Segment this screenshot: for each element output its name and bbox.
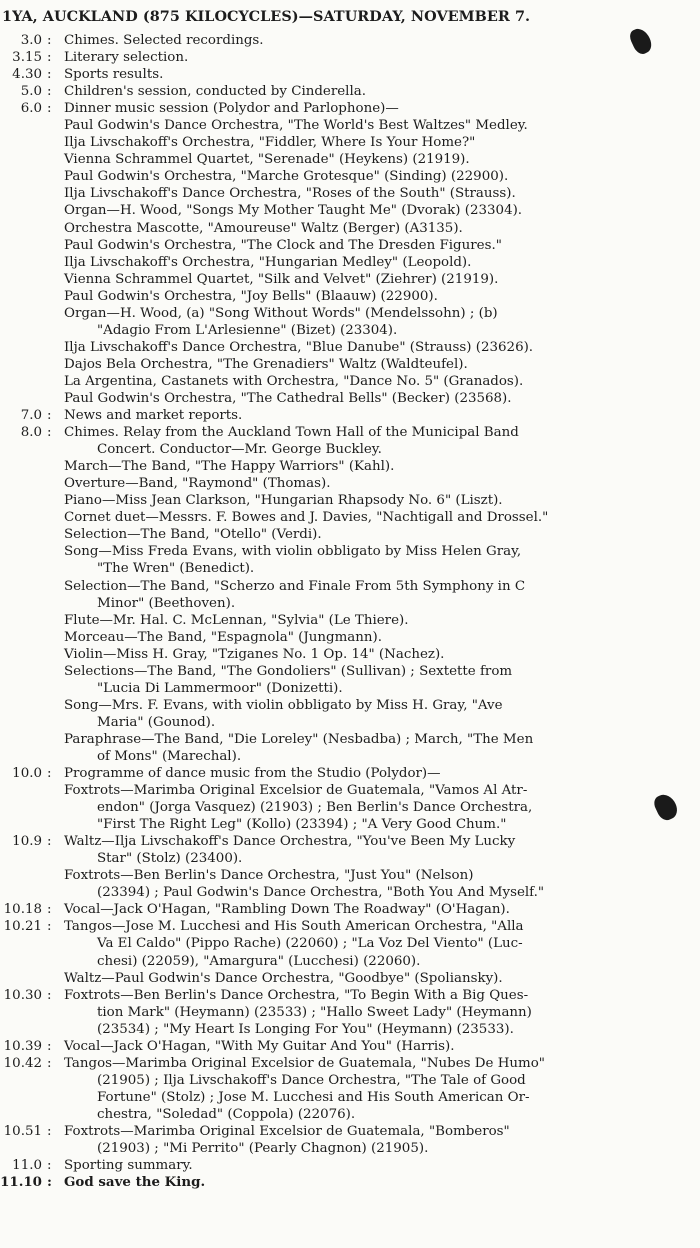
programme-entry: [0, 1157, 700, 1174]
programme-description: [64, 901, 674, 918]
programme-time: 7.0: [20, 408, 42, 424]
time-separator: :: [47, 84, 52, 100]
programme-line: (21905) ; Ilja Livschakoff's Dance Orchestra, "The Tale of Good: [97, 1072, 526, 1088]
programme-description: [64, 1123, 674, 1157]
time-separator: :: [47, 33, 52, 48]
programme-line: Vienna Schrammel Quartet, "Serenade" (Heykens) (21919).: [64, 152, 470, 168]
programme-description: [64, 83, 674, 100]
time-separator: :: [47, 425, 52, 441]
programme-line: of Mons" (Marechal).: [97, 748, 242, 764]
programme-time: 11.0: [12, 1158, 42, 1174]
programme-time: 10.51: [3, 1124, 42, 1139]
programme-header: 1YA, AUCKLAND (875 KILOCYCLES)—SATURDAY, NOVEMBER 7.: [2, 8, 531, 25]
programme-line: (23534) ; "My Heart Is Longing For You" (Heymann) (23533).: [97, 1021, 514, 1037]
time-separator: :: [47, 1124, 52, 1139]
programme-line: Dinner music session (Polydor and Parlophone)—: [64, 101, 399, 117]
programme-description: [64, 1055, 674, 1123]
programme-line: Children's session, conducted by Cinderella.: [64, 84, 366, 100]
programme-line: Vocal—Jack O'Hagan, "With My Guitar And You" (Harris).: [64, 1038, 455, 1054]
programme-line: "The Wren" (Benedict).: [97, 561, 255, 577]
programme-line: Sporting summary.: [64, 1158, 193, 1174]
programme-line: Orchestra Mascotte, "Amoureuse" Waltz (Berger) (A3135).: [64, 220, 463, 236]
programme-line: Foxtrots—Ben Berlin's Dance Orchestra, "To Begin With a Big Ques-: [64, 987, 529, 1003]
programme-line: News and market reports.: [64, 408, 243, 424]
programme-line: Paul Godwin's Orchestra, "Marche Grotesque" (Sinding) (22900).: [64, 169, 509, 185]
programme-time: 10.21: [3, 919, 42, 935]
programme-time: 3.0: [20, 33, 42, 48]
programme-entry: [0, 765, 700, 833]
time-separator: :: [47, 766, 52, 782]
programme-line: Selection—The Band, "Otello" (Verdi).: [64, 527, 322, 543]
programme-entry: [0, 987, 700, 1038]
programme-line: Selection—The Band, "Scherzo and Finale From 5th Symphony in C: [64, 578, 526, 594]
programme-time: 3.15: [12, 50, 42, 66]
programme-line: Fortune" (Stolz) ; Jose M. Lucchesi and His South American Or-: [97, 1089, 530, 1105]
programme-line: Overture—Band, "Raymond" (Thomas).: [64, 476, 331, 492]
programme-time: 10.18: [3, 902, 42, 918]
programme-line: La Argentina, Castanets with Orchestra, "Dance No. 5" (Granados).: [64, 373, 524, 389]
programme-line: Sports results.: [64, 67, 164, 83]
programme-entry: [0, 1038, 700, 1055]
programme-entry: [0, 424, 700, 765]
programme-line: Flute—Mr. Hal. C. McLennan, "Sylvia" (Le Thiere).: [64, 612, 409, 628]
programme-time: 10.42: [3, 1055, 42, 1071]
programme-line: Vocal—Jack O'Hagan, "Rambling Down The Roadway" (O'Hagan).: [64, 902, 510, 918]
programme-line: Paul Godwin's Orchestra, "The Clock and The Dresden Figures.": [64, 237, 502, 253]
programme-time: 10.0: [12, 766, 42, 782]
programme-line: Va El Caldo" (Pippo Rache) (22060) ; "La Voz Del Viento" (Luc-: [97, 936, 523, 952]
programme-entry: [0, 1123, 700, 1157]
programme-line: Minor" (Beethoven).: [97, 595, 236, 611]
programme-line: Violin—Miss H. Gray, "Tziganes No. 1 Op. 14" (Nachez).: [64, 646, 445, 662]
programme-line: Star" (Stolz) (23400).: [97, 851, 243, 867]
programme-line: "Lucia Di Lammermoor" (Donizetti).: [97, 680, 343, 696]
programme-description: [64, 765, 674, 833]
time-separator: :: [47, 1055, 52, 1071]
programme-line: Ilja Livschakoff's Dance Orchestra, "Roses of the South" (Strauss).: [64, 186, 516, 202]
programme-entry: [0, 49, 700, 66]
programme-line: Waltz—Ilja Livschakoff's Dance Orchestra, "You've Been My Lucky: [64, 834, 516, 850]
programme-entry: [0, 100, 700, 407]
programme-time: 4.30: [12, 67, 42, 83]
programme-entry: [0, 66, 700, 83]
programme-description: [64, 407, 674, 424]
programme-line: Organ—H. Wood, "Songs My Mother Taught Me" (Dvorak) (23304).: [64, 203, 523, 219]
programme-line: endon" (Jorga Vasquez) (21903) ; Ben Berlin's Dance Orchestra,: [97, 800, 533, 816]
programme-time: 10.30: [3, 987, 42, 1003]
programme-time: 8.0: [20, 425, 42, 441]
programme-time: 10.39: [3, 1038, 42, 1054]
programme-line: Paul Godwin's Orchestra, "Joy Bells" (Blaauw) (22900).: [64, 288, 438, 304]
programme-line: Paraphrase—The Band, "Die Loreley" (Nesbadba) ; March, "The Men: [64, 731, 534, 747]
programme-description: [64, 1174, 674, 1191]
programme-line: (21903) ; "Mi Perrito" (Pearly Chagnon) (21905).: [97, 1141, 429, 1157]
programme-description: [64, 987, 674, 1038]
programme-line: Paul Godwin's Orchestra, "The Cathedral Bells" (Becker) (23568).: [64, 390, 512, 406]
time-separator: :: [47, 101, 52, 117]
programme-time: 11.10: [0, 1174, 42, 1191]
time-separator: :: [47, 1158, 52, 1174]
programme-line: "First The Right Leg" (Kollo) (23394) ; "A Very Good Chum.": [97, 817, 507, 833]
programme-line: tion Mark" (Heymann) (23533) ; "Hallo Sweet Lady" (Heymann): [97, 1004, 532, 1020]
programme-description: [64, 918, 674, 986]
programme-line: Dajos Bela Orchestra, "The Grenadiers" Waltz (Waldteufel).: [64, 356, 468, 372]
programme-line: Morceau—The Band, "Espagnola" (Jungmann).: [64, 629, 382, 645]
programme-line: (23394) ; Paul Godwin's Dance Orchestra, "Both You And Myself.": [97, 885, 545, 901]
programme-line: Maria" (Gounod).: [97, 714, 216, 730]
programme-entry: [0, 901, 700, 918]
time-separator: :: [47, 902, 52, 918]
programme-line: Concert. Conductor—Mr. George Buckley.: [97, 442, 382, 458]
programme-line: Piano—Miss Jean Clarkson, "Hungarian Rhapsody No. 6" (Liszt).: [64, 493, 503, 509]
time-separator: :: [47, 1174, 52, 1191]
programme-line: Vienna Schrammel Quartet, "Silk and Velvet" (Ziehrer) (21919).: [64, 271, 499, 287]
programme-line: Organ—H. Wood, (a) "Song Without Words" (Mendelssohn) ; (b): [64, 305, 498, 321]
programme-line: God save the King.: [64, 1174, 206, 1191]
programme-description: [64, 424, 674, 765]
time-separator: :: [47, 1038, 52, 1054]
time-separator: :: [47, 50, 52, 66]
programme-line: Chimes. Relay from the Auckland Town Hall of the Municipal Band: [64, 425, 519, 441]
programme-entry: [0, 1174, 700, 1191]
programme-line: chestra, "Soledad" (Coppola) (22076).: [97, 1106, 356, 1122]
programme-listing: [0, 32, 700, 1191]
time-separator: :: [47, 67, 52, 83]
programme-entry: [0, 407, 700, 424]
programme-line: Literary selection.: [64, 50, 189, 66]
time-separator: :: [47, 834, 52, 850]
programme-line: Paul Godwin's Dance Orchestra, "The World's Best Waltzes" Medley.: [64, 118, 528, 134]
programme-description: [64, 66, 674, 83]
programme-line: Cornet duet—Messrs. F. Bowes and J. Davies, "Nachtigall and Drossel.": [64, 510, 549, 526]
programme-line: chesi) (22059), "Amargura" (Lucchesi) (22060).: [97, 953, 421, 969]
programme-entry: [0, 32, 700, 49]
programme-line: Tangos—Jose M. Lucchesi and His South American Orchestra, "Alla: [64, 919, 524, 935]
programme-line: Song—Mrs. F. Evans, with violin obbligato by Miss H. Gray, "Ave: [64, 697, 503, 713]
time-separator: :: [47, 987, 52, 1003]
programme-line: Foxtrots—Ben Berlin's Dance Orchestra, "Just You" (Nelson): [64, 868, 474, 884]
programme-line: "Adagio From L'Arlesienne" (Bizet) (23304).: [97, 322, 398, 338]
programme-entry: [0, 833, 700, 901]
programme-description: [64, 49, 674, 66]
programme-line: Ilja Livschakoff's Orchestra, "Hungarian Medley" (Leopold).: [64, 254, 472, 270]
programme-description: [64, 100, 674, 407]
programme-description: [64, 1157, 674, 1174]
programme-line: Programme of dance music from the Studio (Polydor)—: [64, 766, 441, 782]
programme-line: Waltz—Paul Godwin's Dance Orchestra, "Goodbye" (Spoliansky).: [64, 970, 503, 986]
programme-line: Chimes. Selected recordings.: [64, 33, 264, 48]
programme-line: March—The Band, "The Happy Warriors" (Kahl).: [64, 459, 395, 475]
programme-line: Song—Miss Freda Evans, with violin obbligato by Miss Helen Gray,: [64, 544, 522, 560]
programme-time: 10.9: [12, 834, 42, 850]
programme-line: Ilja Livschakoff's Dance Orchestra, "Blue Danube" (Strauss) (23626).: [64, 339, 534, 355]
programme-description: [64, 32, 674, 49]
programme-time: 5.0: [20, 84, 42, 100]
programme-line: Foxtrots—Marimba Original Excelsior de Guatemala, "Bomberos": [64, 1124, 510, 1139]
programme-time: 6.0: [20, 101, 42, 117]
programme-description: [64, 833, 674, 901]
programme-description: [64, 1038, 674, 1055]
programme-line: Ilja Livschakoff's Orchestra, "Fiddler, Where Is Your Home?": [64, 135, 476, 151]
programme-entry: [0, 918, 700, 986]
time-separator: :: [47, 408, 52, 424]
time-separator: :: [47, 919, 52, 935]
programme-entry: [0, 1055, 700, 1123]
programme-line: Selections—The Band, "The Gondoliers" (Sullivan) ; Sextette from: [64, 663, 513, 679]
programme-line: Tangos—Marimba Original Excelsior de Guatemala, "Nubes De Humo": [64, 1055, 545, 1071]
programme-line: Foxtrots—Marimba Original Excelsior de Guatemala, "Vamos Al Atr-: [64, 783, 528, 799]
programme-entry: [0, 83, 700, 100]
